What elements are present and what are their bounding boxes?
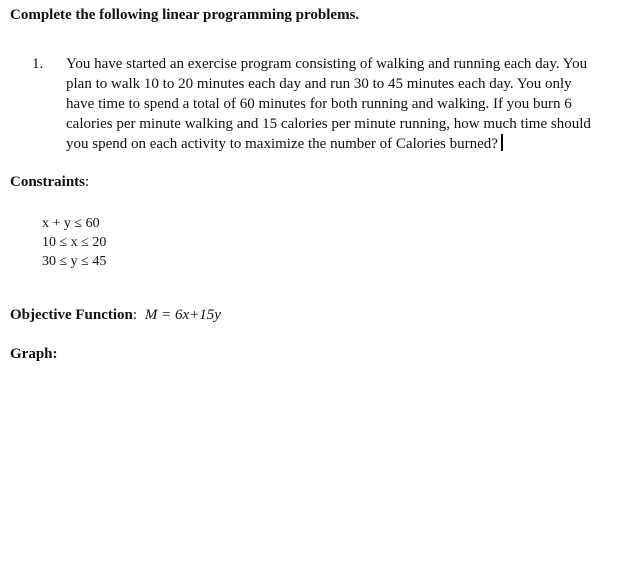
constraints-label xyxy=(10,174,89,191)
objective-label: Objective Function xyxy=(10,307,133,323)
problem-line: plan to walk 10 to 20 minutes each day and run 30 to 45 minutes each day. You only xyxy=(66,76,572,92)
constraint-item: 10 ≤ x ≤ 20 xyxy=(42,235,107,250)
constraint-item: x + y ≤ 60 xyxy=(42,216,100,231)
constraints-label-suffix: : xyxy=(85,174,90,190)
graph-label xyxy=(10,346,58,363)
graph-area[interactable] xyxy=(10,372,610,552)
instructions-heading: Complete the following linear programming problems. xyxy=(10,7,360,23)
text-cursor xyxy=(501,134,503,151)
objective-expression: M = 6x+15y xyxy=(144,307,221,323)
problem-number: 1. xyxy=(32,56,44,72)
constraint-item: 30 ≤ y ≤ 45 xyxy=(42,254,107,269)
constraints-list xyxy=(42,214,106,271)
problem-text[interactable] xyxy=(66,54,606,154)
problem-line-text: you spend on each activity to maximize the number of Calories burned? xyxy=(66,136,498,152)
constraints-label-text: Constraints xyxy=(10,174,86,190)
graph-label-text: Graph: xyxy=(10,346,58,362)
objective-function xyxy=(10,307,221,324)
objective-label-suffix: : xyxy=(132,307,138,323)
problem-line: calories per minute walking and 15 calories per minute running, how much time should xyxy=(66,116,591,132)
problem-line: You have started an exercise program consisting of walking and running each day. You xyxy=(66,56,588,72)
problem-line: have time to spend a total of 60 minutes for both running and walking. If you burn 6 xyxy=(66,96,572,112)
problem-line-last xyxy=(66,134,606,154)
